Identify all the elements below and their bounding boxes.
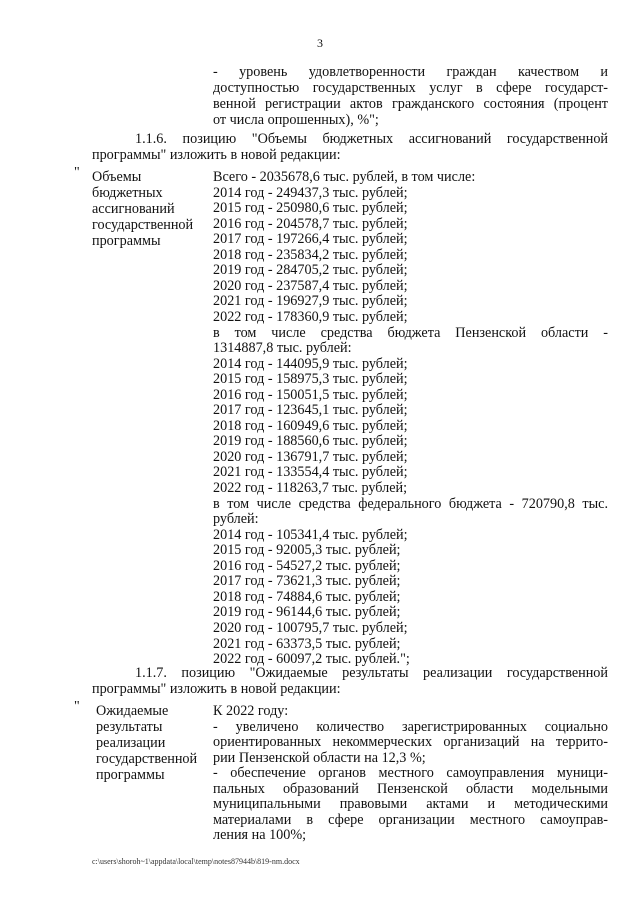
content-line: 2022 год - 118263,7 тыс. рублей; <box>213 480 408 496</box>
content-line: К 2022 году: <box>213 703 289 719</box>
content-line: - обеспечение органов местного самоуправления муници- <box>213 765 608 782</box>
content-line: 2020 год - 100795,7 тыс. рублей; <box>213 619 408 636</box>
content-line: 2017 год - 123645,1 тыс. рублей; <box>213 402 408 419</box>
section-heading-line: программы" изложить в новой редакции: <box>92 147 341 163</box>
content-line: 1314887,8 тыс. рублей: <box>213 340 352 357</box>
content-line: 2021 год - 196927,9 тыс. рублей; <box>213 293 408 310</box>
content-line: 2019 год - 284705,2 тыс. рублей; <box>213 262 408 279</box>
label-line: бюджетных <box>92 185 163 201</box>
content-line: 2015 год - 92005,3 тыс. рублей; <box>213 542 401 559</box>
content-line: 2022 год - 60097,2 тыс. рублей."; <box>213 651 410 668</box>
content-line: рублей: <box>213 511 259 528</box>
content-line: 2016 год - 204578,7 тыс. рублей; <box>213 215 408 232</box>
content-line: 2014 год - 144095,9 тыс. рублей; <box>213 355 408 372</box>
content-line: 2022 год - 178360,9 тыс. рублей; <box>213 308 408 325</box>
content-line: в том числе средства федерального бюджета - 720790,8 тыс. <box>213 495 608 512</box>
text-line: - уровень удовлетворенности граждан качеством и <box>213 64 608 80</box>
page-number: 3 <box>317 36 323 50</box>
text-line: венной регистрации актов гражданского состояния (процент <box>213 96 608 112</box>
label-line: Объемы <box>92 169 142 185</box>
content-line: 2020 год - 136791,7 тыс. рублей; <box>213 448 408 465</box>
label-line: результаты <box>96 719 163 735</box>
section-heading-line: 1.1.6. позицию "Объемы бюджетных ассигнований государственной <box>135 131 608 147</box>
text-line: доступностью государственных услуг в сфере государст- <box>213 80 608 96</box>
content-line: - увеличено количество зарегистрированных социально <box>213 718 608 735</box>
content-line: ориентированных некоммерческих организаций на террито- <box>213 734 608 751</box>
label-line: государственной <box>92 217 194 233</box>
content-line: 2019 год - 188560,6 тыс. рублей; <box>213 433 408 450</box>
content-line: материалами в сфере организации местного самоуправ- <box>213 811 608 828</box>
label-line: государственной <box>96 751 198 767</box>
label-line: ассигнований <box>92 201 175 217</box>
content-line: 2015 год - 250980,6 тыс. рублей; <box>213 200 408 217</box>
content-line: 2016 год - 150051,5 тыс. рублей; <box>213 386 408 403</box>
content-line: 2015 год - 158975,3 тыс. рублей; <box>213 371 408 388</box>
content-line: рии Пензенской области на 12,3 %; <box>213 749 426 766</box>
label-line: Ожидаемые <box>96 703 169 719</box>
section-heading-line: 1.1.7. позицию "Ожидаемые результаты реализации государственной <box>135 665 608 681</box>
content-line: 2014 год - 249437,3 тыс. рублей; <box>213 184 408 201</box>
content-line: 2020 год - 237587,4 тыс. рублей; <box>213 277 408 294</box>
content-line: в том числе средства бюджета Пензенской области - <box>213 324 608 341</box>
label-line: реализации <box>96 735 166 751</box>
footer-file-path: c:\users\shoroh~1\appdata\local\temp\notes87944b\819-nm.docx <box>92 857 300 866</box>
label-line: программы <box>96 767 165 783</box>
section-heading-line: программы" изложить в новой редакции: <box>92 681 341 697</box>
content-line: 2016 год - 54527,2 тыс. рублей; <box>213 557 401 574</box>
content-line: ления на 100%; <box>213 827 307 844</box>
content-line: 2018 год - 160949,6 тыс. рублей; <box>213 417 408 434</box>
quote-mark: " <box>74 699 80 714</box>
text-line: от числа опрошенных), %"; <box>213 112 379 128</box>
content-line: муниципальными правовыми актами и методическими <box>213 796 608 813</box>
content-line: 2021 год - 63373,5 тыс. рублей; <box>213 635 401 652</box>
content-line: 2017 год - 197266,4 тыс. рублей; <box>213 231 408 248</box>
label-line: программы <box>92 233 161 249</box>
quote-mark: " <box>74 165 80 180</box>
content-line: Всего - 2035678,6 тыс. рублей, в том числе: <box>213 169 476 185</box>
content-line: 2018 год - 235834,2 тыс. рублей; <box>213 246 408 263</box>
content-line: 2019 год - 96144,6 тыс. рублей; <box>213 604 401 621</box>
content-line: 2014 год - 105341,4 тыс. рублей; <box>213 526 408 543</box>
content-line: 2021 год - 133554,4 тыс. рублей; <box>213 464 408 481</box>
content-line: пальных образований Пензенской области модельными <box>213 780 608 797</box>
content-line: 2017 год - 73621,3 тыс. рублей; <box>213 573 401 590</box>
content-line: 2018 год - 74884,6 тыс. рублей; <box>213 588 401 605</box>
